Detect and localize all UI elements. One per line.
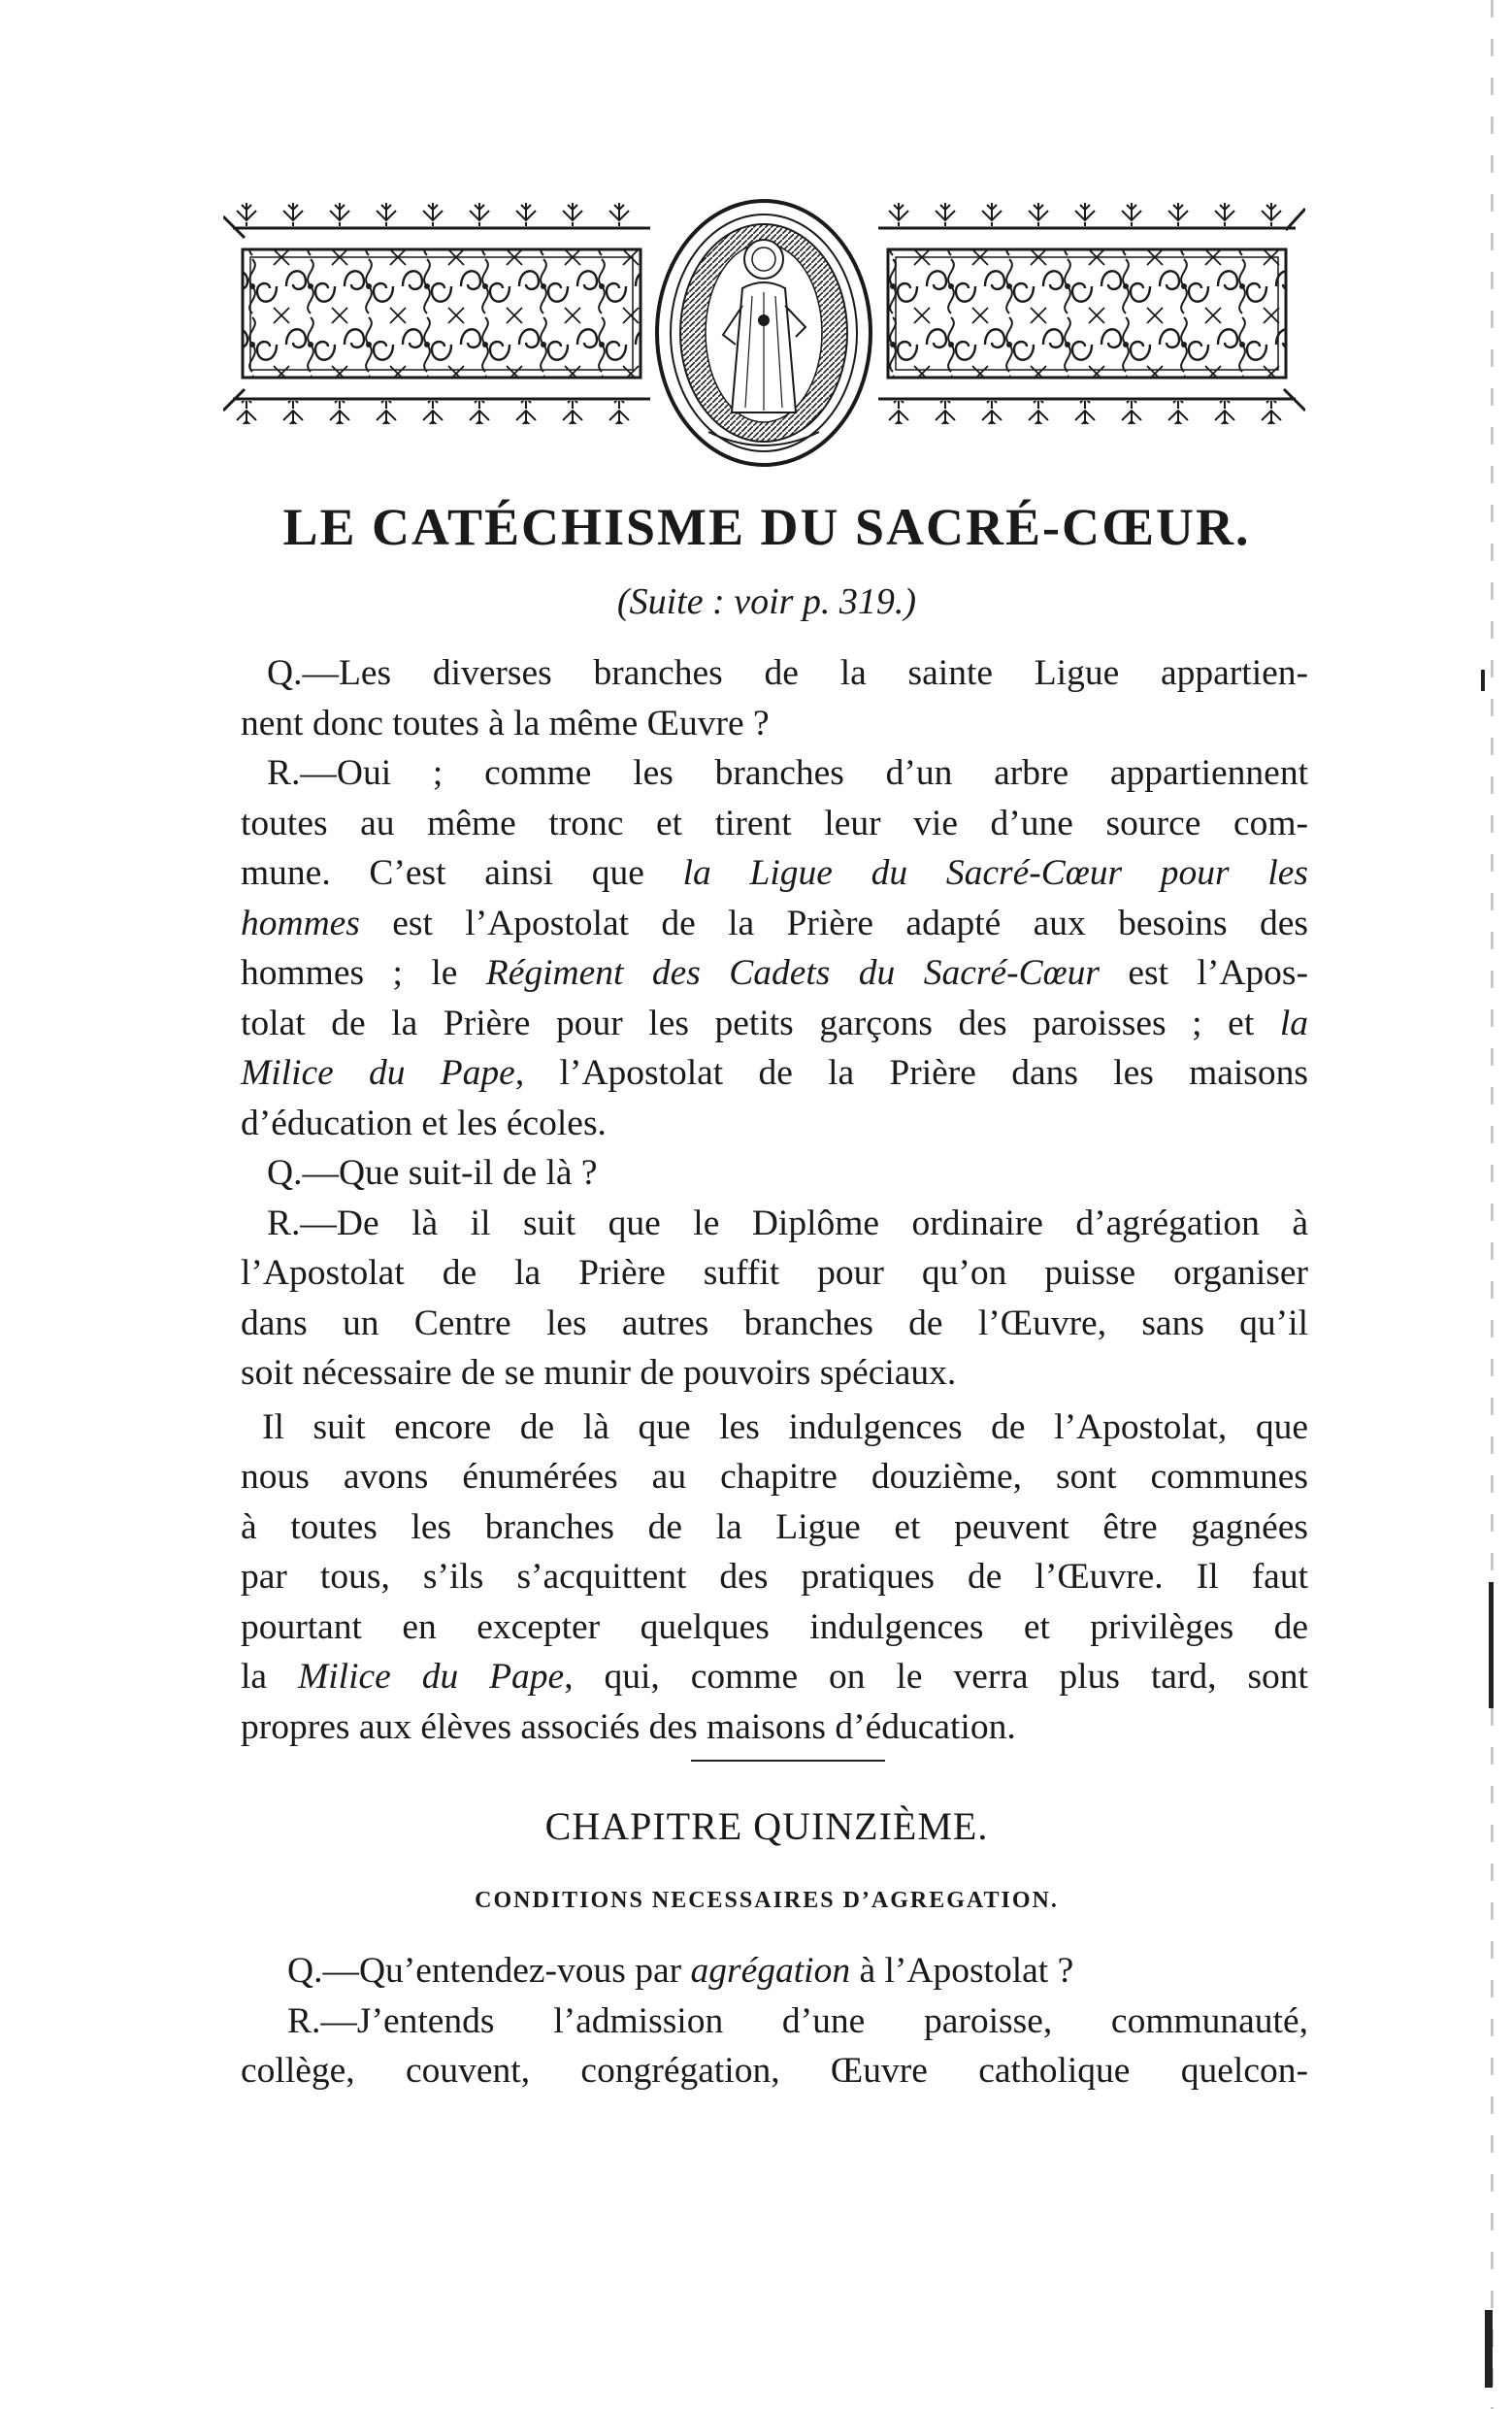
text-line: R.—De là il suit que le Diplôme ordinaire d’agrégation à	[267, 1203, 1308, 1243]
text-line: nous avons énumérées au chapitre douzième, sont communes	[241, 1457, 1308, 1497]
text-span: la	[241, 1657, 298, 1697]
text-line	[241, 899, 1308, 949]
text-span: , l’Apostolat de la Prière dans les maisons	[514, 1053, 1308, 1093]
edge-mark	[1485, 2310, 1493, 2388]
text-span: Q.—Qu’entendez-vous par	[287, 1951, 691, 1991]
text-line: R.—J’entends l’admission d’une paroisse, communauté,	[287, 2000, 1308, 2041]
text-line: pourtant en excepter quelques indulgences et privilèges de	[241, 1606, 1308, 1647]
italic-span: Milice du Pape	[298, 1657, 565, 1697]
answer-paragraph	[241, 748, 1308, 1148]
italic-span: agrégation	[690, 1951, 851, 1991]
body-paragraph	[241, 1402, 1308, 1753]
text-line: nent donc toutes à la même Œuvre ?	[241, 703, 770, 743]
text-line	[241, 1048, 1308, 1099]
continuation-note: (Suite : voir p. 319.)	[616, 581, 917, 622]
text-line: l’Apostolat de la Prière suffit pour qu’on puisse organiser	[241, 1253, 1308, 1293]
italic-span: Milice du Pape	[241, 1053, 515, 1093]
text-line: dans un Centre les autres branches de l’Œuvre, sans qu’il	[241, 1303, 1308, 1343]
chapter-body	[241, 1946, 1308, 2096]
page-edge-binding	[1491, 0, 1494, 2409]
text-line: Q.—Que suit-il de là ?	[267, 1153, 598, 1193]
text-line	[241, 999, 1308, 1049]
text-line: soit nécessaire de se munir de pouvoirs spéciaux.	[241, 1353, 957, 1393]
text-line	[241, 1652, 1308, 1702]
article-title: LE CATÉCHISME DU SACRÉ-CŒUR.	[282, 498, 1251, 556]
question-paragraph	[241, 1148, 1308, 1199]
text-line: par tous, s’ils s’acquittent des pratiques de l’Œuvre. Il faut	[241, 1557, 1308, 1597]
header-ornament	[223, 199, 1305, 471]
text-span: à l’Apostolat ?	[850, 1951, 1074, 1991]
text-line: à toutes les branches de la Ligue et peuvent être gagnées	[241, 1506, 1308, 1547]
text-span: , qui, comme on le verra plus tard, sont	[564, 1657, 1308, 1697]
chapter-subtitle: CONDITIONS NECESSAIRES D’AGREGATION.	[475, 1888, 1059, 1913]
question-paragraph	[241, 1946, 1308, 1996]
italic-span: hommes	[241, 903, 360, 943]
italic-span: Régiment des Cadets du Sacré-Cœur	[485, 953, 1100, 993]
chapter-title: CHAPITRE QUINZIÈME.	[544, 1804, 989, 1848]
italic-span: la Ligue du Sacré-Cœur pour les	[682, 853, 1308, 893]
edge-mark	[1481, 670, 1485, 691]
text-line: Il suit encore de là que les indulgences de l’Apostolat, que	[262, 1406, 1308, 1447]
italic-span: la	[1279, 1003, 1308, 1043]
text-line: toutes au même tronc et tirent leur vie d’une source com-	[241, 803, 1308, 843]
answer-paragraph	[241, 1996, 1308, 2096]
edge-mark	[1489, 1582, 1494, 1708]
section-divider	[691, 1760, 885, 1762]
answer-paragraph	[241, 1199, 1308, 1399]
text-line: collège, couvent, congrégation, Œuvre catholique quelcon-	[241, 2051, 1308, 2091]
text-span: est l’Apostolat de la Prière adapté aux besoins des	[359, 903, 1308, 943]
text-span: mune. C’est ainsi que	[241, 853, 683, 893]
text-span: tolat de la Prière pour les petits garçons des paroisses ; et	[241, 1003, 1280, 1043]
text-span: est l’Apos-	[1099, 953, 1308, 993]
text-line	[241, 948, 1308, 999]
text-line: d’éducation et les écoles.	[241, 1103, 607, 1143]
question-paragraph	[241, 648, 1308, 748]
text-line: Q.—Les diverses branches de la sainte Ligue appartien-	[267, 653, 1308, 693]
text-line	[241, 848, 1308, 899]
text-span: hommes ; le	[241, 953, 486, 993]
article-body	[241, 648, 1308, 1752]
text-line: propres aux élèves associés des maisons d’éducation.	[241, 1706, 1016, 1747]
text-line: R.—Oui ; comme les branches d’un arbre appartiennent	[267, 753, 1308, 793]
